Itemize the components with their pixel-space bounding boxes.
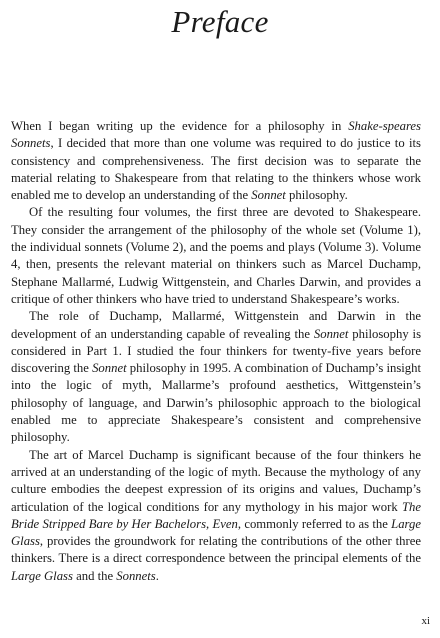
- italic-text-run: Sonnet: [251, 188, 286, 203]
- text-run: and the: [72, 568, 117, 583]
- text-run: When I began writing up the evidence for a philosophy in: [11, 119, 349, 133]
- paragraph-1: [11, 118, 421, 204]
- italic-text-run: Large Glass: [11, 568, 73, 583]
- italic-text-run: Sonnet: [92, 361, 127, 376]
- italic-text-run: Large Glass: [11, 516, 421, 549]
- paragraph-3: [11, 308, 421, 446]
- text-run: philosophy.: [285, 188, 348, 203]
- text-run: , I decided that more than one volume was required to do justice to its consistency and comprehensiveness. The first decision was to separate the material relating to Shakespeare from that relating to the thinkers whose work enabled me to develop an understanding of the: [11, 136, 421, 203]
- text-run: , commonly referred to as the: [237, 516, 392, 531]
- body-text: [11, 118, 421, 585]
- italic-text-run: The Bride Stripped Bare by Her Bachelors, Even: [11, 499, 421, 531]
- text-run: The art of Marcel Duchamp is significant because of the four thinkers he arrived at an understanding of the logic of myth. Because the mythology of any culture embodies the deepest expression of its origins and values, Duchamp’s articulation of the logical conditions for any mythology in his major work: [11, 447, 421, 514]
- page-title: Preface: [171, 4, 269, 39]
- text-run: The role of Duchamp, Mallarmé, Wittgenstein and Darwin in the development of an understanding capable of revealing the: [11, 309, 421, 341]
- paragraph-2: [11, 204, 421, 308]
- italic-text-run: Sonnets: [116, 568, 156, 583]
- text-run: , provides the groundwork for relating the contributions of the other three thinkers. There is a direct correspondence between the principal elements of the: [11, 534, 421, 566]
- text-run: .: [155, 568, 159, 583]
- page-number: xi: [421, 615, 430, 627]
- text-run: philosophy is considered in Part 1. I studied the four thinkers for twenty-five years before discovering the: [11, 326, 422, 376]
- italic-text-run: Sonnet: [313, 326, 349, 341]
- italic-text-run: Shake-speares Sonnets: [11, 119, 421, 151]
- text-run: philosophy in 1995. A combination of Duchamp’s insight into the logic of myth, Mallarme’s profound aesthetics, Wittgenstein’s philosophy of language, and Darwin’s philosophic approach to the biological enabled me to appreciate Shakespeare’s consistent and comprehensive philosophy.: [11, 361, 421, 445]
- text-run: Of the resulting four volumes, the first three are devoted to Shakespeare. They consider the arrangement of the philosophy of the whole set (Volume 1), the individual sonnets (Volume 2), and the poems and plays (Volume 3). Volume 4, then, presents the relevant material on thinkers such as Marcel Duchamp, Stephane Mallarmé, Ludwig Wittgenstein, and Charles Darwin, and provides a critique of other thinkers who have tried to understand Shakespeare’s works.: [11, 205, 421, 306]
- paragraph-4: [11, 447, 421, 585]
